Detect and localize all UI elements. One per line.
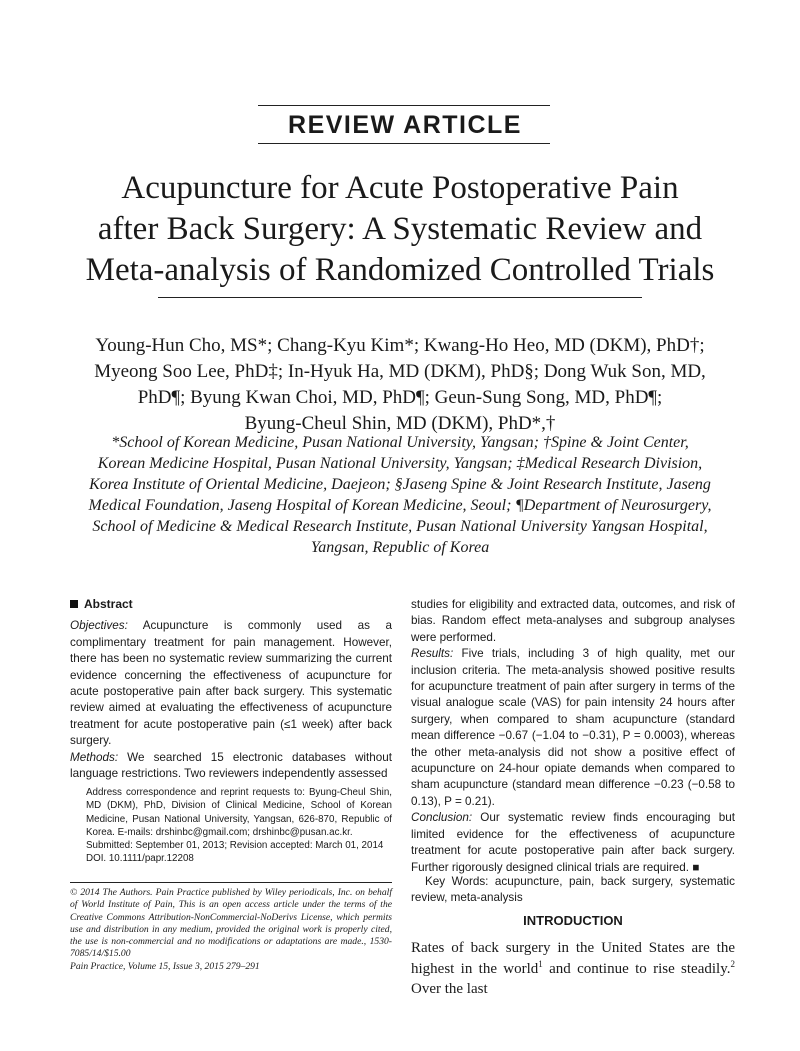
keywords xyxy=(411,874,735,907)
header-rule-top xyxy=(258,105,550,106)
introduction-heading: INTRODUCTION xyxy=(523,913,623,928)
footnote-rule xyxy=(70,882,392,883)
article-type-label: REVIEW ARTICLE xyxy=(288,111,522,139)
author-line: Myeong Soo Lee, PhD‡; In-Hyuk Ha, MD (DKM), PhD§; Dong Wuk Son, MD, xyxy=(94,361,706,382)
journal-citation: Pain Practice, Volume 15, Issue 3, 2015 279–291 xyxy=(70,960,260,972)
paper-title xyxy=(50,168,750,291)
reference-marker: 1 xyxy=(538,958,543,969)
author-list xyxy=(50,333,750,437)
methods-continued: studies for eligibility and extracted data, outcomes, and risk of bias. Random effect meta-analyses and subgroup analyses were performed. xyxy=(411,598,735,644)
affiliation-line: Medical Foundation, Jaseng Hospital of Korean Medicine, Seoul; ¶Department of Neurosurgery, xyxy=(88,497,712,514)
abstract-conclusion xyxy=(411,810,735,876)
author-line: Young-Hun Cho, MS*; Chang-Kyu Kim*; Kwang-Ho Heo, MD (DKM), PhD†; xyxy=(95,335,705,356)
affiliation-line: *School of Korean Medicine, Pusan National University, Yangsan; †Spine & Joint Center, xyxy=(111,434,689,451)
abstract-methods xyxy=(70,750,392,783)
title-line: Acupuncture for Acute Postoperative Pain xyxy=(121,170,679,206)
correspondence-block xyxy=(70,786,392,866)
abstract-objectives xyxy=(70,618,392,749)
methods-label: Methods: xyxy=(70,750,119,764)
affiliation-line: School of Medicine & Medical Research Institute, Pusan National University Yangsan Hospital, xyxy=(92,518,708,535)
header-rule-bottom xyxy=(258,143,550,144)
title-line: Meta-analysis of Randomized Controlled Trials xyxy=(85,252,715,288)
title-line: after Back Surgery: A Systematic Review and xyxy=(97,211,703,247)
results-label: Results: xyxy=(411,647,454,661)
square-bullet-icon xyxy=(70,600,78,608)
abstract-heading: Abstract xyxy=(70,596,392,612)
copyright-text: © 2014 The Authors. Pain Practice published by Wiley periodicals, Inc. on behalf of World Institute of Pain, This is an open access article under the terms of the Creative Commons Attribution-NonCommercial-NoDerivs License, which permits use and distribution in any medium, provided the original work is properly cited, the use is non-commercial and no modifications or adaptations are made., 1530-7085/14/$15.00 xyxy=(70,887,392,960)
objectives-label: Objectives: xyxy=(70,619,128,633)
affiliation-line: Korean Medicine Hospital, Pusan National University, Yangsan; ‡Medical Research Division, xyxy=(97,455,703,472)
reference-marker: 2 xyxy=(730,958,735,969)
title-rule xyxy=(158,297,642,298)
conclusion-label: Conclusion: xyxy=(411,811,473,825)
methods-text: We searched 15 electronic databases without language restrictions. Two reviewers independently assessed xyxy=(70,750,392,781)
keywords-label: Key Words: xyxy=(425,875,489,888)
results-text: Five trials, including 3 of high quality, met our inclusion criteria. The meta-analysis showed positive results for acupuncture treatment of pain after surgery in terms of the visual analogue scale (VAS) for pain intensity 24 hours after surgery, when compared to sham acupuncture (standard mean difference −0.67 (−1.04 to −0.31), P = 0.0003), whereas the other meta-analysis did not show a positive effect of acupuncture on 24-hour opiate demands when compared to sham acupuncture (standard mean difference −0.23 (−0.58 to 0.13), P = 0.21). xyxy=(411,647,735,808)
objectives-text: Acupuncture is commonly used as a complimentary treatment for pain management. However, there has been no systematic review summarizing the current evidence concerning the effectiveness of acupuncture for acute postoperative pain after back surgery. This systematic review aimed at evaluating the effectiveness of acupuncture treatment for acute postoperative pain (≤1 week) after back surgery. xyxy=(70,619,392,748)
copyright-block xyxy=(70,887,392,973)
doi: DOI. 10.1111/papr.12208 xyxy=(86,853,194,865)
submission-dates: Submitted: September 01, 2013; Revision accepted: March 01, 2014 xyxy=(86,840,384,852)
conclusion-text: Our systematic review finds encouraging but limited evidence for the effectiveness of acupuncture treatment for acute postoperative pain after back surgery. Further rigorously designed clinical trials are required. xyxy=(411,811,735,874)
author-line: Byung-Cheul Shin, MD (DKM), PhD*,† xyxy=(244,413,556,434)
affiliation-list xyxy=(50,432,750,558)
introduction-text: Rates of back surgery in the United States are the highest in the world$^1$ and continue to rise steadily.$^2$ Over the last xyxy=(411,940,735,997)
abstract-right xyxy=(411,597,735,876)
end-mark-icon: ■ xyxy=(692,860,700,874)
affiliation-line: Yangsan, Republic of Korea xyxy=(310,539,490,556)
keywords-text: acupuncture, pain, back surgery, systematic review, meta-analysis xyxy=(411,875,735,905)
author-line: PhD¶; Byung Kwan Choi, MD, PhD¶; Geun-Sung Song, MD, PhD¶; xyxy=(137,387,663,408)
correspondence-address: Address correspondence and reprint requests to: Byung-Cheul Shin, MD (DKM), PhD, Division of Clinical Medicine, School of Korean Medicine, Pusan National University, Yangsan, 626-870, Republic of Korea. E-mails: drshinbc@gmail.com; drshinbc@pusan.ac.kr. xyxy=(86,787,392,838)
abstract-results xyxy=(411,646,735,810)
abstract-left xyxy=(70,596,392,782)
affiliation-line: Korea Institute of Oriental Medicine, Daejeon; §Jaseng Spine & Joint Research Institute, Jaseng xyxy=(89,476,711,493)
